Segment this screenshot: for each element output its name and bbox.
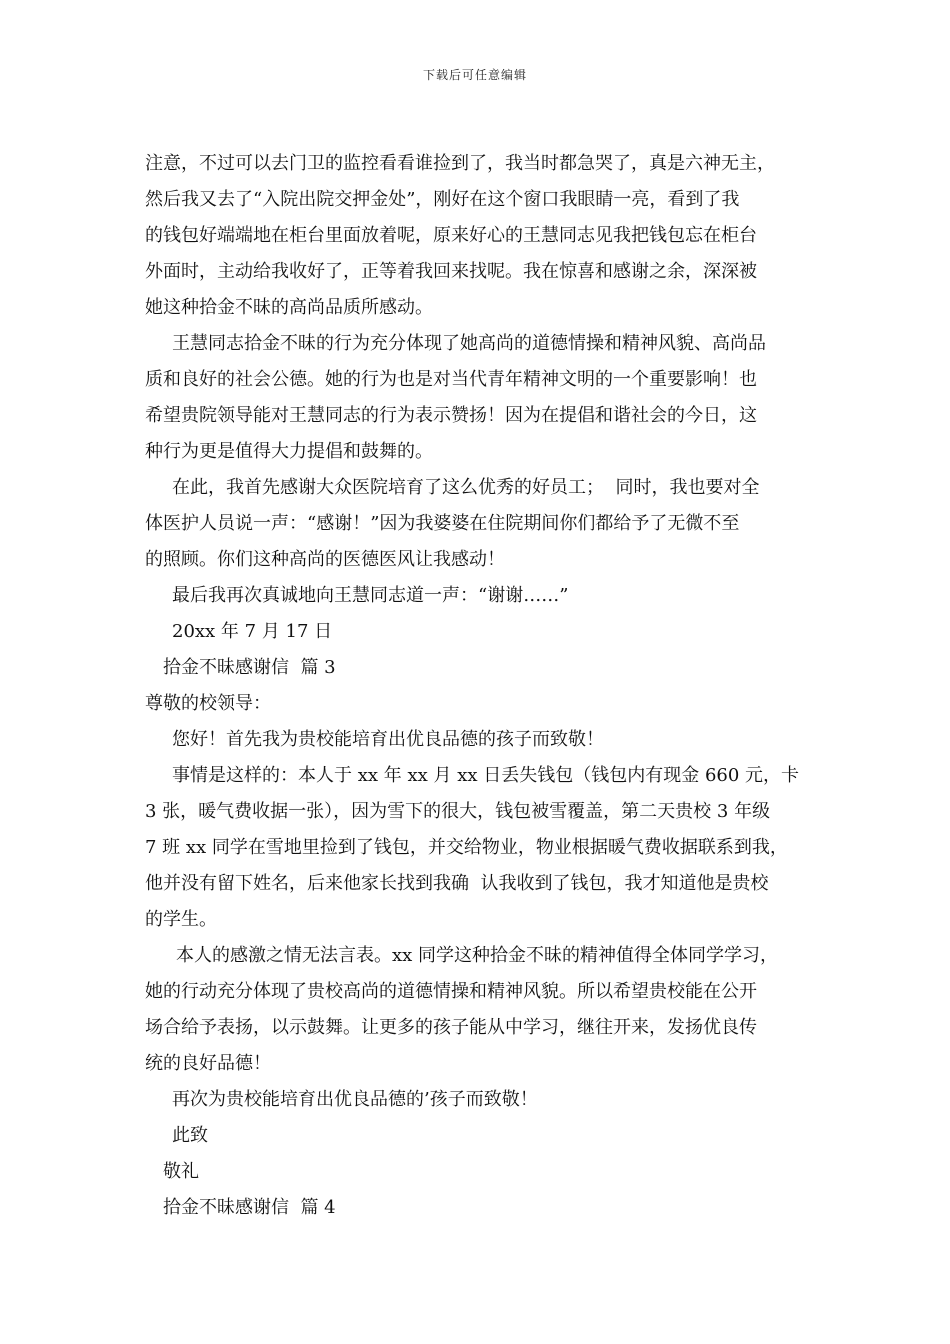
date-line: 20xx 年 7 月 17 日 bbox=[172, 621, 333, 642]
section-heading: 拾金不昧感谢信 篇 4 bbox=[163, 1197, 336, 1218]
paragraph-line: 最后我再次真诚地向王慧同志道一声：“谢谢……” bbox=[172, 585, 569, 606]
paragraph-line: 她这种拾金不昧的高尚品质所感动。 bbox=[145, 297, 433, 318]
closing-line: 此致 bbox=[172, 1125, 208, 1146]
paragraph-line: 本人的感激之情无法言表。xx 同学这种拾金不昧的精神值得全体同学学习， bbox=[176, 945, 779, 966]
paragraph-line: 体医护人员说一声：“感谢！”因为我婆婆在住院期间你们都给予了无微不至 bbox=[145, 513, 740, 534]
paragraph-line: 种行为更是值得大力提倡和鼓舞的。 bbox=[145, 441, 433, 462]
paragraph-line: 事情是这样的：本人于 xx 年 xx 月 xx 日丢失钱包（钱包内有现金 660 元，卡 bbox=[172, 765, 800, 786]
paragraph-line: 的钱包好端端地在柜台里面放着呢，原来好心的王慧同志见我把钱包忘在柜台 bbox=[145, 225, 757, 246]
paragraph-line: 的学生。 bbox=[145, 909, 217, 930]
paragraph-line: 再次为贵校能培育出优良品德的’孩子而致敬！ bbox=[172, 1089, 538, 1110]
paragraph-line: 3 张，暖气费收据一张），因为雪下的很大，钱包被雪覆盖，第二天贵校 3 年级 bbox=[145, 801, 771, 822]
paragraph-line: 外面时，主动给我收好了，正等着我回来找呢。我在惊喜和感谢之余，深深被 bbox=[145, 261, 757, 282]
paragraph-line: 的照顾。你们这种高尚的医德医风让我感动！ bbox=[145, 549, 505, 570]
paragraph-line: 统的良好品德！ bbox=[145, 1053, 271, 1074]
section-heading: 拾金不昧感谢信 篇 3 bbox=[163, 657, 336, 678]
salutation: 尊敬的校领导： bbox=[145, 693, 271, 714]
paragraph-line: 希望贵院领导能对王慧同志的行为表示赞扬！因为在提倡和谐社会的今日，这 bbox=[145, 405, 757, 426]
paragraph-line: 王慧同志拾金不昧的行为充分体现了她高尚的道德情操和精神风貌、高尚品 bbox=[172, 333, 766, 354]
paragraph-line: 您好！首先我为贵校能培育出优良品德的孩子而致敬！ bbox=[172, 729, 604, 750]
header-note: 下载后可任意编辑 bbox=[422, 68, 527, 82]
paragraph-line: 质和良好的社会公德。她的行为也是对当代青年精神文明的一个重要影响！也 bbox=[145, 369, 757, 390]
closing-line: 敬礼 bbox=[163, 1161, 199, 1182]
paragraph-line: 在此，我首先感谢大众医院培育了这么优秀的好员工； 同时，我也要对全 bbox=[172, 477, 760, 498]
paragraph-line: 场合给予表扬，以示鼓舞。让更多的孩子能从中学习，继往开来，发扬优良传 bbox=[145, 1017, 757, 1038]
paragraph-line: 然后我又去了“入院出院交押金处”，刚好在这个窗口我眼睛一亮，看到了我 bbox=[145, 189, 740, 210]
paragraph-line: 他并没有留下姓名，后来他家长找到我确 认我收到了钱包，我才知道他是贵校 bbox=[145, 873, 769, 894]
paragraph-line: 7 班 xx 同学在雪地里捡到了钱包，并交给物业，物业根据暖气费收据联系到我， bbox=[145, 837, 788, 858]
paragraph-line: 注意，不过可以去门卫的监控看看谁捡到了，我当时都急哭了，真是六神无主， bbox=[145, 153, 775, 174]
paragraph-line: 她的行动充分体现了贵校高尚的道德情操和精神风貌。所以希望贵校能在公开 bbox=[145, 981, 757, 1002]
